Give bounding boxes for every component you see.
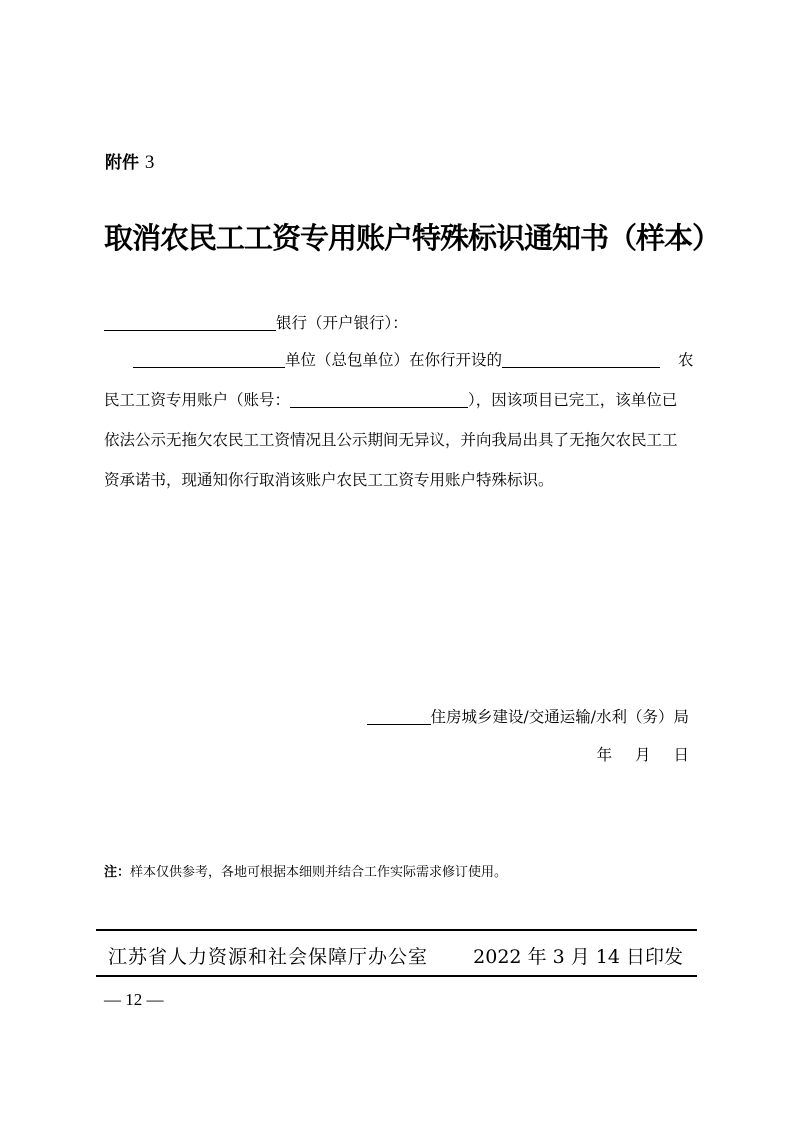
document-title: 取消农民工工资专用账户特殊标识通知书（样本） xyxy=(104,221,721,255)
body-line-2-end: 农 xyxy=(678,351,694,369)
issuer-text: 住房城乡建设/交通运输/水利（务）局 xyxy=(430,708,689,726)
attachment-number: 3 xyxy=(144,152,155,173)
date-month: 月 xyxy=(635,746,651,764)
issuer-line xyxy=(367,705,689,727)
addressee-text: 银行（开户银行）： xyxy=(276,314,408,332)
project-name-blank xyxy=(502,350,660,368)
bank-name-blank xyxy=(104,313,276,331)
date-year: 年 xyxy=(596,746,613,764)
attachment-label-text: 附件 xyxy=(105,153,139,173)
unit-name-blank xyxy=(133,350,285,368)
footer-bottom-rule xyxy=(96,975,697,977)
addressee-line xyxy=(104,311,408,333)
body-line-5: 资承诺书，现通知你行取消该账户农民工工资专用账户特殊标识。 xyxy=(104,471,554,489)
issuer-region-blank xyxy=(367,707,431,725)
body-line-2 xyxy=(133,348,694,370)
footer-top-rule xyxy=(96,929,697,931)
body-line-3 xyxy=(104,388,677,410)
footer-issue-date: 2022 年 3 月 14 日印发 xyxy=(473,946,683,968)
page-number: — 12 — xyxy=(104,990,164,1009)
body-line-3-end: ），因该项目已完工，该单位已 xyxy=(468,391,678,409)
note xyxy=(104,861,507,880)
signature-date xyxy=(579,743,689,765)
body-line-3-start: 民工工资专用账户（账号： xyxy=(104,391,291,409)
account-number-blank xyxy=(290,390,468,408)
note-text: 样本仅供参考，各地可根据本细则并结合工作实际需求修订使用。 xyxy=(130,865,508,880)
body-line-2-text: 单位（总包单位）在你行开设的 xyxy=(285,351,503,369)
date-day: 日 xyxy=(673,746,689,764)
body-line-4: 依法公示无拖欠农民工工资情况且公示期间无异议，并向我局出具了无拖欠农民工工 xyxy=(104,431,678,449)
attachment-label xyxy=(105,148,154,174)
note-label: 注： xyxy=(104,865,131,880)
footer-office: 江苏省人力资源和社会保障厅办公室 xyxy=(108,946,429,968)
